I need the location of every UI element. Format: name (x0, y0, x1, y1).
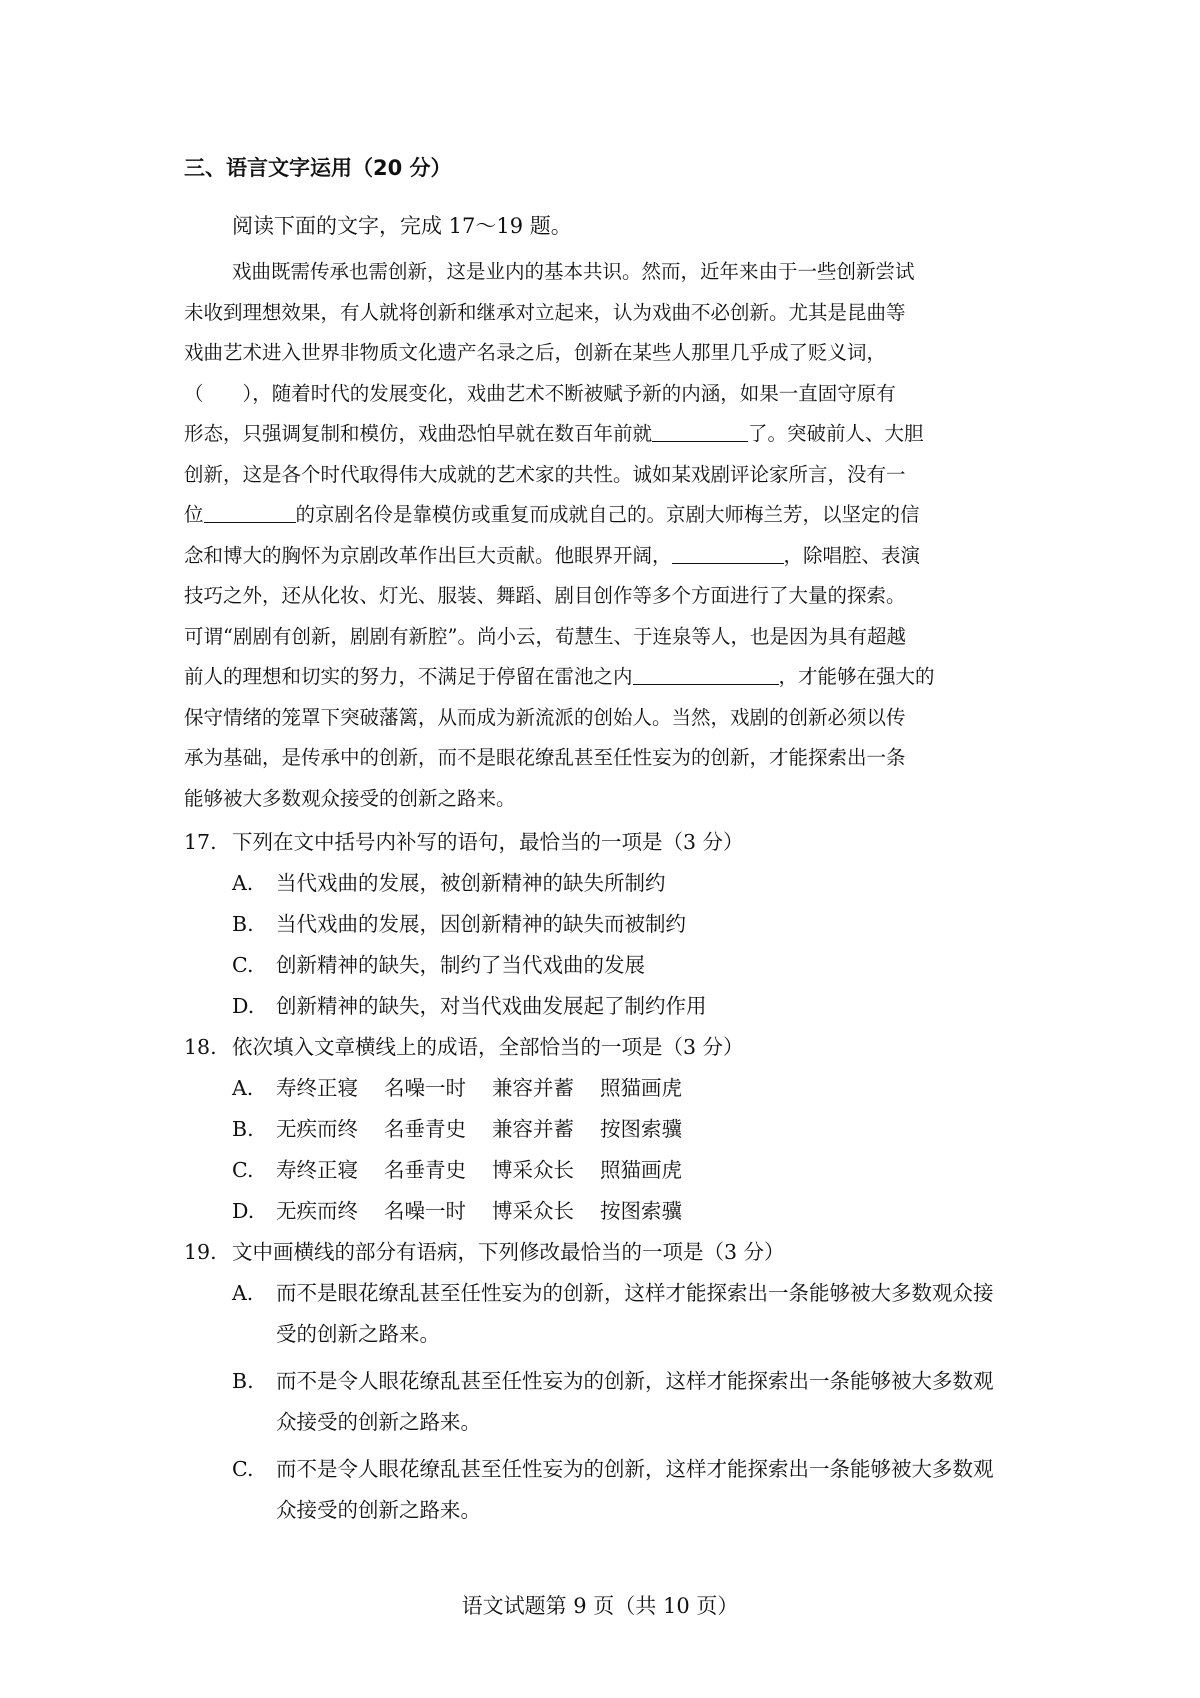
option-letter: B. (232, 912, 254, 936)
option-19-c[interactable] (184, 1449, 1014, 1531)
question-18-stem (184, 1027, 1014, 1068)
option-17-d[interactable] (184, 986, 1014, 1027)
idiom: 无疾而终 (276, 1199, 358, 1223)
option-18-d[interactable] (184, 1191, 1014, 1232)
question-text: 依次填入文章横线上的成语，全部恰当的一项是（3 分） (232, 1035, 744, 1059)
question-number: 18. (184, 1035, 217, 1059)
question-text: 下列在文中括号内补写的语句，最恰当的一项是（3 分） (232, 830, 744, 854)
passage-line (184, 414, 1014, 455)
idiom: 寿终正寝 (276, 1158, 358, 1182)
option-17-b[interactable] (184, 904, 1014, 945)
option-text: 当代戏曲的发展，因创新精神的缺失而被制约 (276, 912, 686, 936)
passage-text: 念和博大的胸怀为京剧改革作出巨大贡献。他眼界开阔， (184, 543, 672, 567)
option-letter: C. (232, 1158, 254, 1182)
passage-text: ，才能够在强大的 (778, 665, 935, 688)
option-letter: C. (232, 1457, 254, 1481)
passage-text: ，除唱腔、表演 (783, 543, 921, 567)
question-19-stem (184, 1232, 1014, 1273)
passage-line (184, 536, 1014, 577)
passage-text: 前人的理想和切实的努力，不满足于停留在雷池之内 (184, 665, 633, 688)
passage-text: 的京剧名伶是靠模仿或重复而成就自己的。京剧大师梅兰芳，以坚定的信 (295, 503, 920, 526)
passage-line: 承为基础，是传承中的创新，而不是眼花缭乱甚至任性妄为的创新，才能探索出一条 (184, 746, 906, 769)
fill-blank-4 (633, 665, 779, 686)
option-18-b[interactable] (184, 1109, 1014, 1150)
passage-line (184, 657, 1014, 698)
option-18-a[interactable] (184, 1068, 1014, 1109)
option-letter: D. (232, 994, 255, 1018)
question-list (184, 822, 1014, 1537)
option-letter: B. (232, 1117, 254, 1141)
idiom: 名垂青史 (384, 1117, 466, 1141)
fill-blank-3 (672, 543, 784, 564)
reading-passage (184, 252, 1014, 819)
question-17-stem (184, 822, 1014, 863)
idiom: 博采众长 (492, 1199, 574, 1223)
page-footer: 语文试题第 9 页（共 10 页） (461, 1594, 739, 1618)
fill-blank-2 (204, 503, 296, 524)
option-text: 当代戏曲的发展，被创新精神的缺失所制约 (276, 871, 666, 895)
option-letter: B. (232, 1369, 254, 1393)
passage-line (184, 495, 1014, 536)
option-text: 创新精神的缺失，制约了当代戏曲的发展 (276, 953, 645, 977)
option-letter: C. (232, 953, 254, 977)
passage-line: 未收到理想效果，有人就将创新和继承对立起来，认为戏曲不必创新。尤其是昆曲等 (184, 300, 906, 324)
idiom: 按图索骥 (600, 1199, 682, 1223)
passage-text: 位 (184, 503, 204, 526)
idiom: 照猫画虎 (600, 1076, 682, 1100)
idiom: 兼容并蓄 (492, 1076, 574, 1100)
idiom: 名噪一时 (384, 1199, 466, 1223)
section-title: 三、语言文字运用（20 分） (184, 156, 452, 180)
option-letter: D. (232, 1199, 255, 1223)
passage-text: 了。突破前人、大胆 (748, 422, 924, 445)
passage-line: 戏曲既需传承也需创新，这是业内的基本共识。然而，近年来由于一些创新尝试 (232, 260, 915, 283)
passage-line: 戏曲艺术进入世界非物质文化遗产名录之后，创新在某些人那里几乎成了贬义词， (184, 341, 887, 364)
option-19-a[interactable] (184, 1273, 1014, 1355)
option-text: 而不是令人眼花缭乱甚至任性妄为的创新，这样才能探索出一条能够被大多数观众接受的创新之路来。 (276, 1369, 994, 1434)
question-number: 17. (184, 830, 217, 854)
option-letter: A. (232, 1281, 254, 1305)
option-letter: A. (232, 1076, 254, 1100)
question-number: 19. (184, 1240, 217, 1264)
option-17-c[interactable] (184, 945, 1014, 986)
idiom: 无疾而终 (276, 1117, 358, 1141)
idiom: 照猫画虎 (600, 1158, 682, 1182)
idiom: 寿终正寝 (276, 1076, 358, 1100)
option-18-c[interactable] (184, 1150, 1014, 1191)
option-19-b[interactable] (184, 1361, 1014, 1443)
idiom: 按图索骥 (600, 1117, 682, 1141)
passage-line: 能够被大多数观众接受的创新之路来。 (184, 786, 516, 810)
reading-instruction: 阅读下面的文字，完成 17～19 题。 (232, 214, 572, 238)
passage-line: 保守情绪的笼罩下突破藩篱，从而成为新流派的创始人。当然，戏剧的创新必须以传 (184, 705, 906, 729)
option-text: 创新精神的缺失，对当代戏曲发展起了制约作用 (276, 994, 707, 1018)
option-text: 而不是令人眼花缭乱甚至任性妄为的创新，这样才能探索出一条能够被大多数观众接受的创新之路来。 (276, 1457, 994, 1522)
passage-line: （ ），随着时代的发展变化，戏曲艺术不断被赋予新的内涵，如果一直固守原有 (184, 381, 896, 405)
fill-blank-1 (652, 422, 748, 443)
option-text: 而不是眼花缭乱甚至任性妄为的创新，这样才能探索出一条能够被大多数观众接受的创新之路来。 (276, 1281, 994, 1346)
question-text: 文中画横线的部分有语病，下列修改最恰当的一项是（3 分） (232, 1240, 785, 1264)
idiom: 名噪一时 (384, 1076, 466, 1100)
idiom: 兼容并蓄 (492, 1117, 574, 1141)
passage-line: 技巧之外，还从化妆、灯光、服装、舞蹈、剧目创作等多个方面进行了大量的探索。 (184, 584, 906, 607)
idiom: 博采众长 (492, 1158, 574, 1182)
passage-line: 创新，这是各个时代取得伟大成就的艺术家的共性。诚如某戏剧评论家所言，没有一 (184, 462, 906, 486)
idiom: 名垂青史 (384, 1158, 466, 1182)
passage-line: 可谓“剧剧有创新，剧剧有新腔”。尚小云，荀慧生、于连泉等人，也是因为具有超越 (184, 624, 906, 648)
option-letter: A. (232, 871, 254, 895)
passage-text: 形态，只强调复制和模仿，戏曲恐怕早就在数百年前就 (184, 422, 653, 445)
option-17-a[interactable] (184, 863, 1014, 904)
